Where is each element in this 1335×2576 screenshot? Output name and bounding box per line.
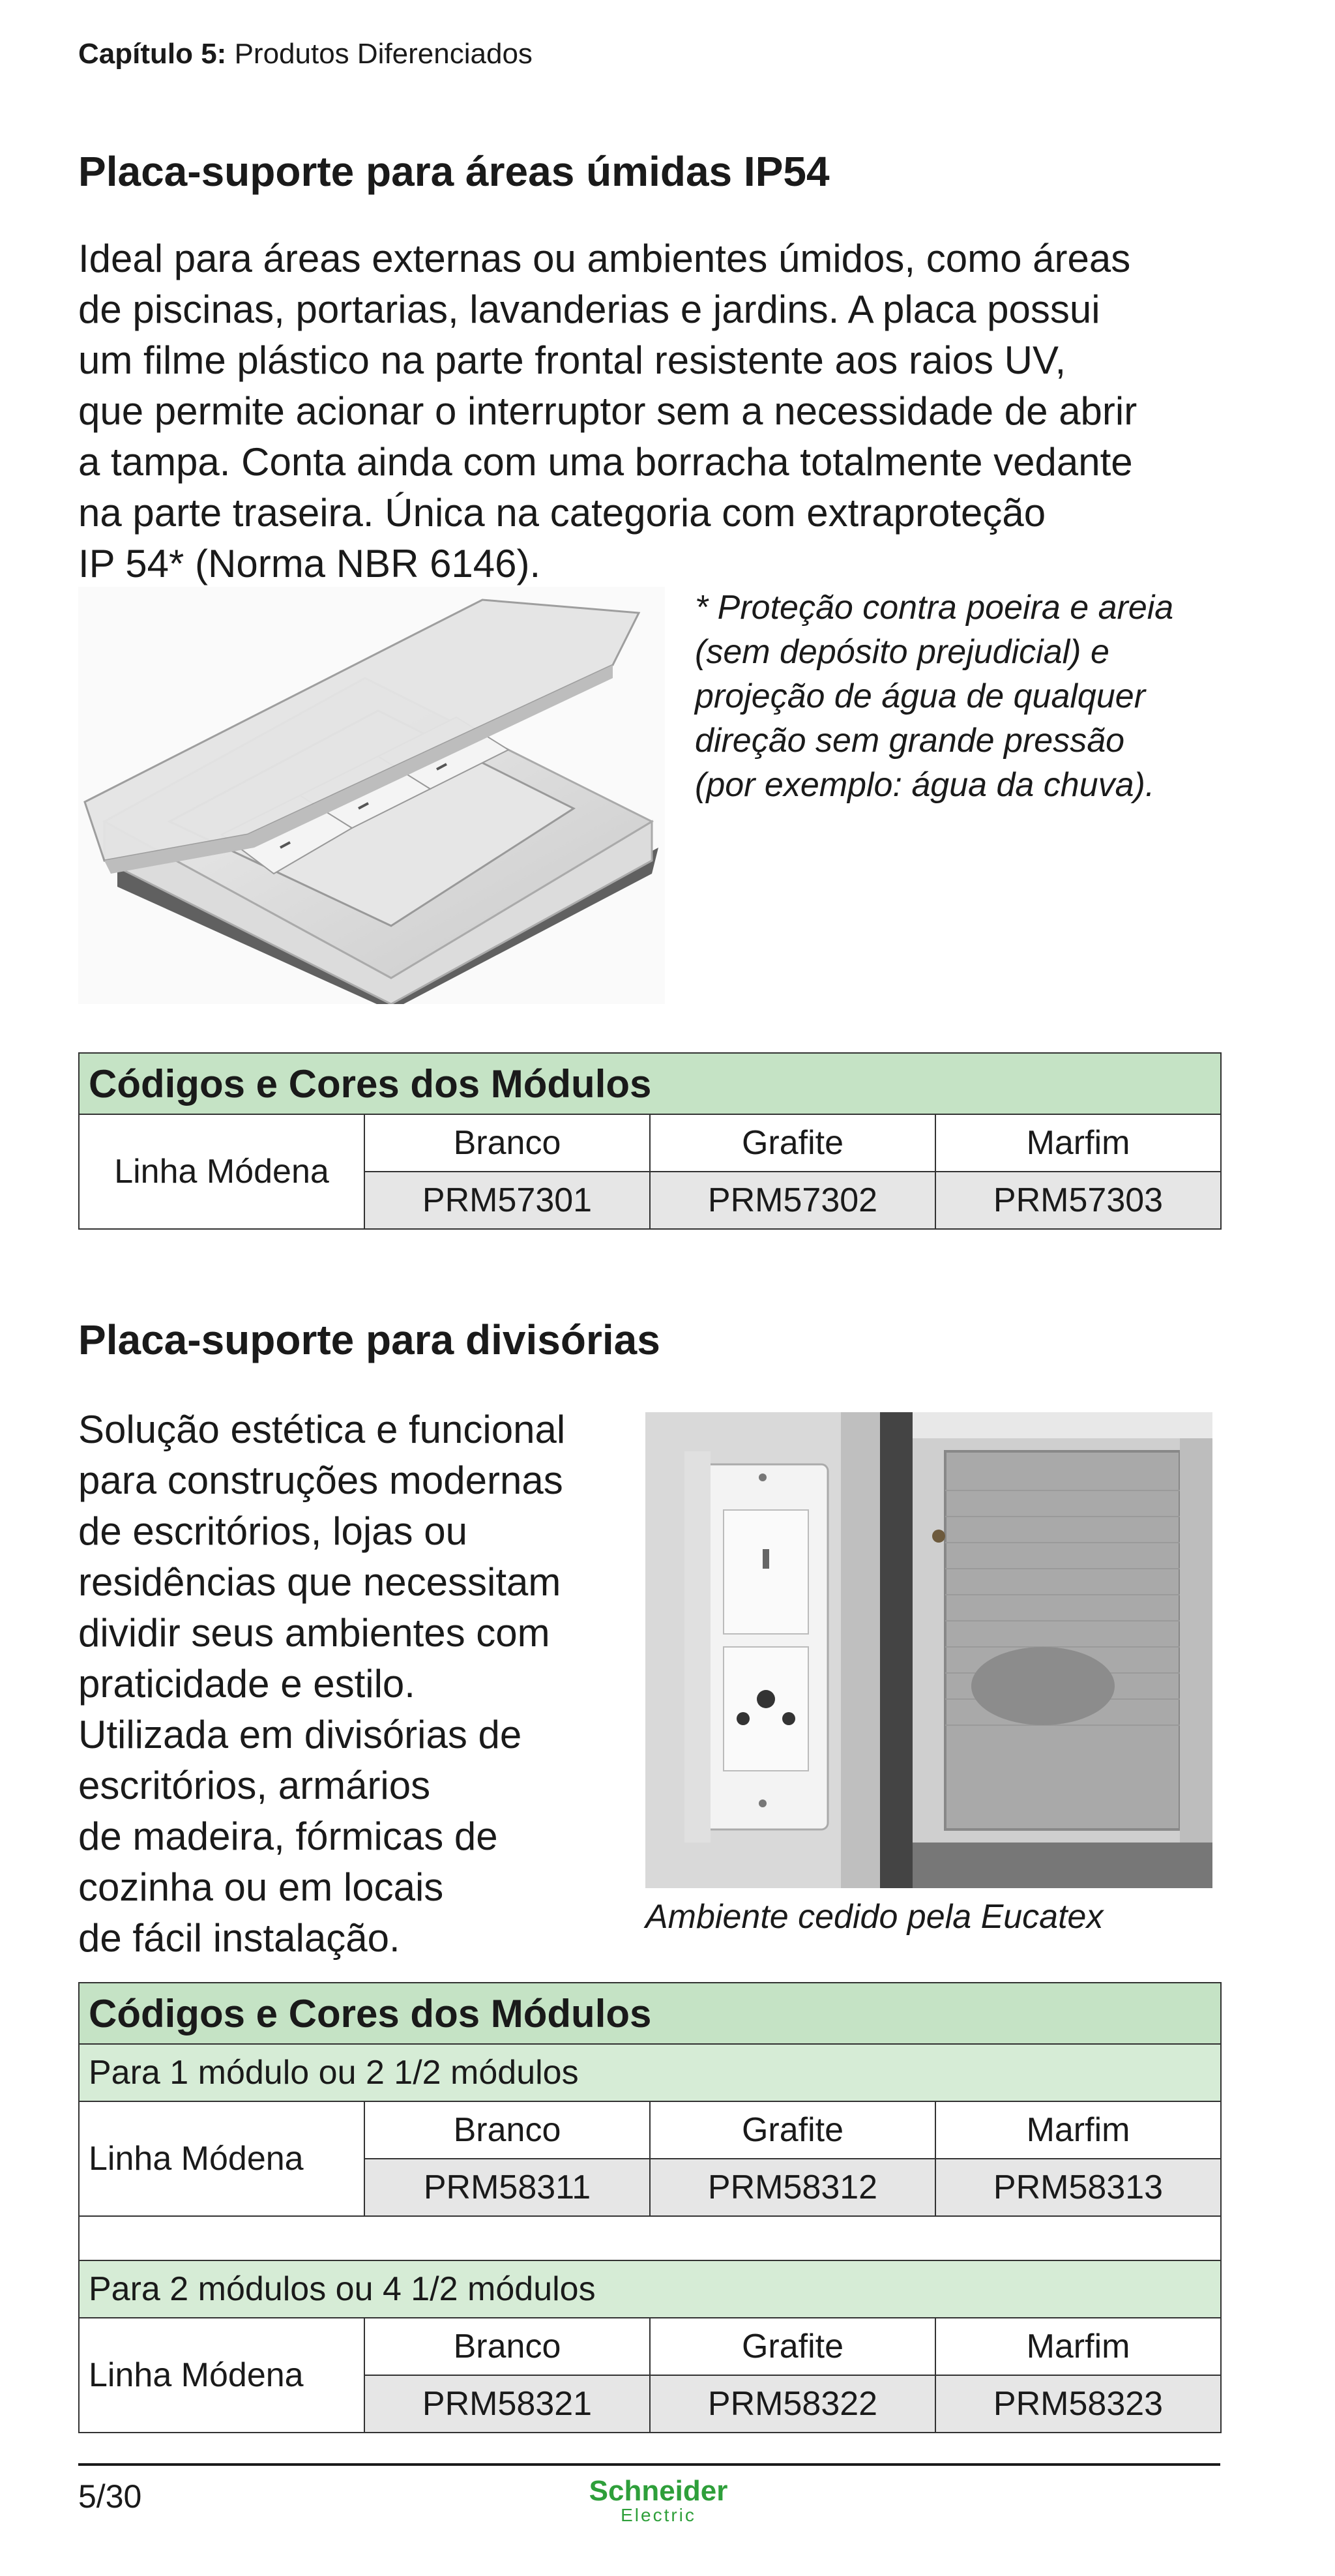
text-line: dividir seus ambientes com xyxy=(78,1611,550,1655)
text-line: de madeira, fórmicas de xyxy=(78,1814,498,1858)
code-cell: PRM58311 xyxy=(364,2159,650,2216)
color-cell: Grafite xyxy=(650,2318,935,2375)
text-line: IP 54* (Norma NBR 6146). xyxy=(78,542,541,585)
code-cell: PRM58313 xyxy=(935,2159,1221,2216)
color-cell: Marfim xyxy=(935,2101,1221,2159)
note-line: direção sem grande pressão xyxy=(695,722,1125,760)
code-cell: PRM58322 xyxy=(650,2375,935,2433)
group-label: Para 1 módulo ou 2 1/2 módulos xyxy=(79,2044,1221,2101)
code-cell: PRM58323 xyxy=(935,2375,1221,2433)
text-line: residências que necessitam xyxy=(78,1560,561,1604)
section2-description xyxy=(78,1404,639,1964)
text-line: cozinha ou em locais xyxy=(78,1865,444,1909)
ip54-footnote xyxy=(695,585,1295,807)
text-line: Solução estética e funcional xyxy=(78,1408,566,1451)
line-name-cell: Linha Módena xyxy=(79,1114,364,1229)
footer-divider xyxy=(78,2463,1220,2466)
photo-caption: Ambiente cedido pela Eucatex xyxy=(645,1898,1104,1936)
text-line: a tampa. Conta ainda com uma borracha totalmente vedante xyxy=(78,440,1133,484)
page-number: 5/30 xyxy=(78,2478,142,2515)
text-line: escritórios, armários xyxy=(78,1764,431,1807)
group-label: Para 2 módulos ou 4 1/2 módulos xyxy=(79,2260,1221,2318)
code-cell: PRM57303 xyxy=(935,1172,1221,1229)
text-line: Ideal para áreas externas ou ambientes úmidos, como áreas xyxy=(78,237,1131,280)
text-line: praticidade e estilo. xyxy=(78,1662,415,1706)
color-cell: Marfim xyxy=(935,1114,1221,1172)
text-line: de fácil instalação. xyxy=(78,1916,400,1960)
text-line: de piscinas, portarias, lavanderias e jardins. A placa possui xyxy=(78,288,1100,331)
text-line: na parte traseira. Única na categoria com extraproteção xyxy=(78,491,1046,535)
section-title-partitions: Placa-suporte para divisórias xyxy=(78,1316,660,1363)
text-line: um filme plástico na parte frontal resistente aos raios UV, xyxy=(78,338,1066,382)
code-cell: PRM58321 xyxy=(364,2375,650,2433)
color-cell: Branco xyxy=(364,1114,650,1172)
logo-sub-text: Electric xyxy=(621,2505,696,2525)
note-line: (sem depósito prejudicial) e xyxy=(695,633,1109,671)
wet-area-plate-image xyxy=(78,587,665,1004)
section1-description xyxy=(78,233,1252,589)
chapter-header xyxy=(78,38,533,70)
line-name-cell: Linha Módena xyxy=(79,2318,364,2433)
color-cell: Grafite xyxy=(650,1114,935,1172)
text-line: de escritórios, lojas ou xyxy=(78,1509,467,1553)
text-line: que permite acionar o interruptor sem a necessidade de abrir xyxy=(78,389,1137,433)
color-cell: Branco xyxy=(364,2318,650,2375)
text-line: para construções modernas xyxy=(78,1458,563,1502)
codes-table-partitions xyxy=(78,1982,1222,2433)
logo-brand-text: Schneider xyxy=(589,2475,728,2507)
note-line: projeção de água de qualquer xyxy=(695,677,1146,715)
code-cell: PRM58312 xyxy=(650,2159,935,2216)
schneider-electric-logo xyxy=(574,2475,743,2534)
text-line: Utilizada em divisórias de xyxy=(78,1713,522,1756)
table-title: Códigos e Cores dos Módulos xyxy=(79,1983,1221,2044)
line-name-cell: Linha Módena xyxy=(79,2101,364,2216)
note-line: (por exemplo: água da chuva). xyxy=(695,766,1155,804)
color-cell: Branco xyxy=(364,2101,650,2159)
code-cell: PRM57302 xyxy=(650,1172,935,1229)
chapter-label: Capítulo 5: xyxy=(78,38,227,70)
table-title: Códigos e Cores dos Módulos xyxy=(79,1053,1221,1114)
spacer-row xyxy=(79,2216,1221,2260)
chapter-title: Produtos Diferenciados xyxy=(234,38,533,70)
color-cell: Marfim xyxy=(935,2318,1221,2375)
color-cell: Grafite xyxy=(650,2101,935,2159)
codes-table-wet-areas xyxy=(78,1052,1222,1230)
code-cell: PRM57301 xyxy=(364,1172,650,1229)
note-line: * Proteção contra poeira e areia xyxy=(695,589,1174,627)
section-title-wet-areas: Placa-suporte para áreas úmidas IP54 xyxy=(78,148,830,195)
partition-plate-photo xyxy=(645,1412,1212,1888)
